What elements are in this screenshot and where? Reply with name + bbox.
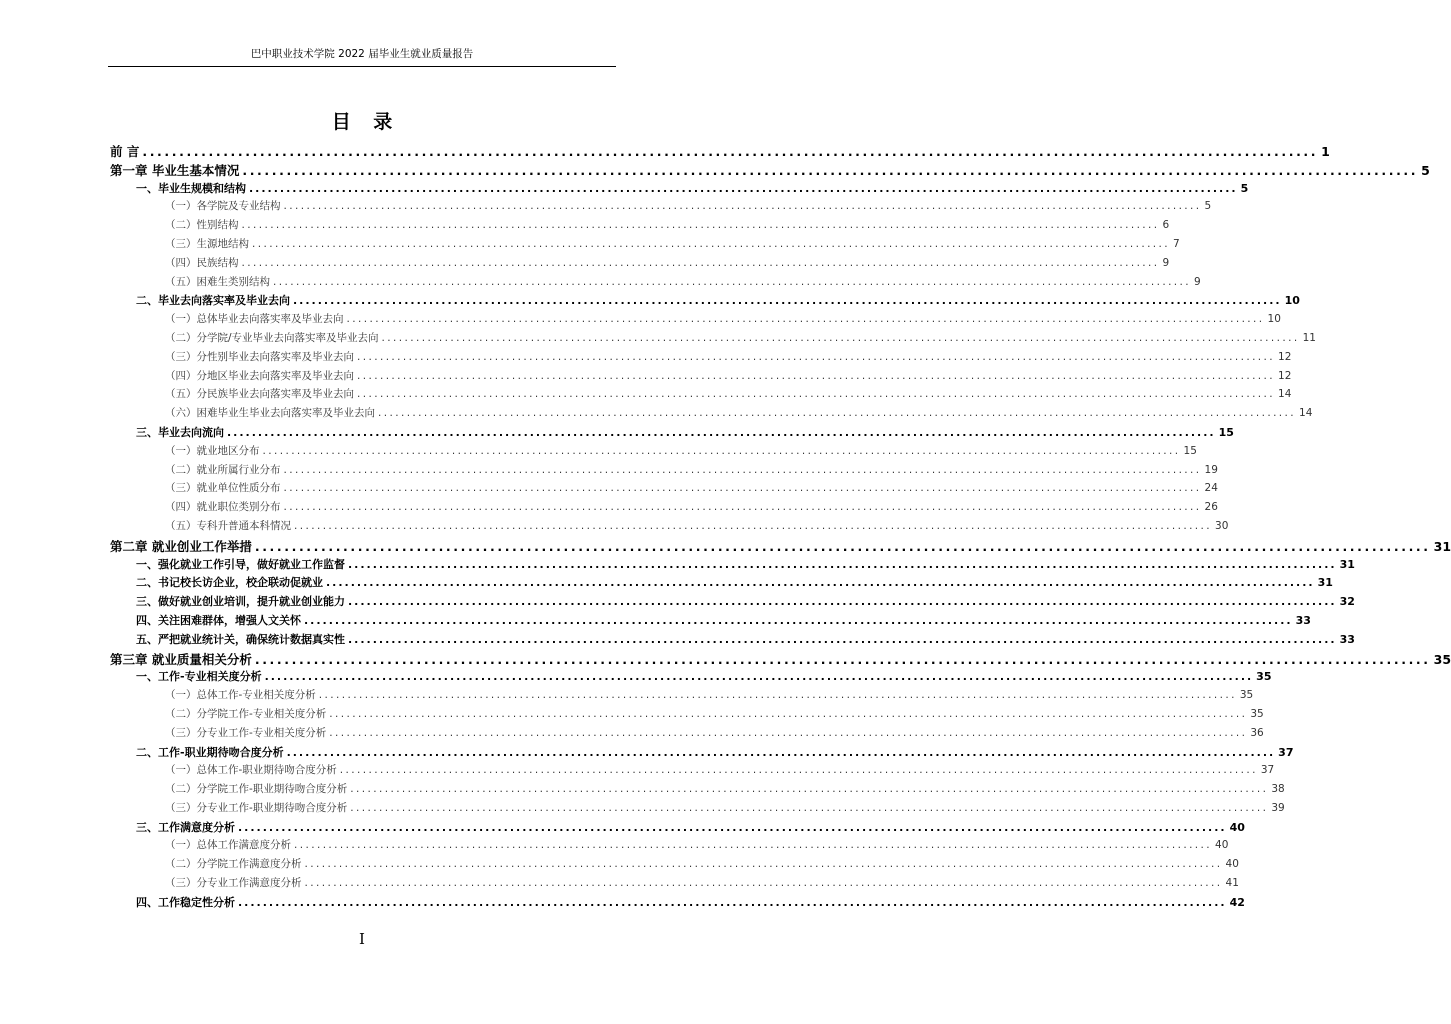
toc-entry-page: 37 — [1278, 745, 1294, 759]
toc-entry-page: 11 — [1302, 331, 1316, 344]
toc-subsection-entry[interactable] — [110, 499, 1218, 518]
toc-leader-dots: ................................................................................................................................................................ — [283, 501, 1202, 514]
toc-entry-page: 12 — [1278, 369, 1292, 382]
toc-leader-dots: ................................................................................................................................................................ — [264, 670, 1254, 684]
toc-chapter-entry[interactable] — [110, 537, 1451, 556]
toc-entry-label: （四）分地区毕业去向落实率及毕业去向 — [165, 369, 354, 382]
header-rule — [108, 66, 616, 67]
toc-leader-dots: ................................................................................................................................................................ — [318, 689, 1237, 702]
toc-entry-page: 7 — [1173, 237, 1180, 250]
toc-subsection-entry[interactable] — [110, 255, 1170, 274]
toc-entry-page: 32 — [1339, 595, 1355, 609]
toc-entry-page: 41 — [1225, 877, 1239, 890]
toc-entry-label: （一）就业地区分布 — [165, 444, 260, 457]
toc-entry-label: （一）总体工作满意度分析 — [165, 839, 291, 852]
toc-entry-label: 第三章 就业质量相关分析 — [110, 651, 252, 667]
toc-leader-dots: ................................................................................................................................................................ — [142, 144, 1319, 159]
toc-entry-label: （三）分专业工作-专业相关度分析 — [165, 726, 327, 739]
toc-leader-dots: ................................................................................................................................................................ — [304, 613, 1293, 627]
table-of-contents — [110, 142, 1451, 913]
toc-leader-dots: ................................................................................................................................................................ — [283, 200, 1202, 213]
toc-subsection-entry[interactable] — [110, 311, 1281, 330]
toc-subsection-entry[interactable] — [110, 725, 1264, 744]
toc-entry-label: （三）分专业工作-职业期待吻合度分析 — [165, 801, 348, 814]
toc-entry-page: 26 — [1204, 501, 1218, 514]
toc-entry-page: 9 — [1194, 275, 1201, 288]
toc-entry-page: 40 — [1229, 820, 1245, 834]
toc-entry-page: 37 — [1260, 764, 1275, 777]
toc-leader-dots: ................................................................................................................................................................ — [254, 651, 1431, 667]
toc-leader-dots: ................................................................................................................................................................ — [294, 519, 1213, 532]
toc-subsection-entry[interactable] — [110, 875, 1239, 894]
toc-leader-dots: ................................................................................................................................................................ — [326, 576, 1315, 590]
toc-entry-page: 5 — [1421, 162, 1430, 178]
toc-entry-label: 二、毕业去向落实率及毕业去向 — [136, 294, 290, 308]
toc-subsection-entry[interactable] — [110, 349, 1292, 368]
toc-leader-dots: ................................................................................................................................................................ — [350, 801, 1269, 814]
toc-leader-dots: ................................................................................................................................................................ — [329, 726, 1248, 739]
toc-entry-page: 9 — [1162, 256, 1170, 269]
toc-entry-page: 33 — [1339, 632, 1355, 646]
toc-entry-page: 14 — [1299, 407, 1313, 420]
toc-chapter-entry[interactable] — [110, 142, 1330, 161]
toc-entry-label: （一）总体工作-专业相关度分析 — [165, 689, 316, 702]
toc-leader-dots: ................................................................................................................................................................ — [241, 219, 1160, 232]
toc-entry-page: 35 — [1433, 651, 1451, 667]
toc-entry-page: 35 — [1239, 689, 1254, 702]
toc-leader-dots: ................................................................................................................................................................ — [241, 256, 1160, 269]
toc-leader-dots: ................................................................................................................................................................ — [294, 839, 1213, 852]
toc-entry-page: 24 — [1204, 482, 1218, 495]
toc-entry-label: （三）分专业工作满意度分析 — [165, 877, 302, 890]
toc-entry-label: 二、书记校长访企业，校企联动促就业 — [136, 576, 323, 590]
toc-leader-dots: ................................................................................................................................................................ — [238, 820, 1227, 834]
toc-leader-dots: ................................................................................................................................................................ — [346, 313, 1265, 326]
toc-leader-dots: ................................................................................................................................................................ — [378, 407, 1297, 420]
toc-entry-label: 三、工作满意度分析 — [136, 820, 235, 834]
toc-subsection-entry[interactable] — [110, 405, 1313, 424]
toc-entry-page: 30 — [1215, 519, 1229, 532]
toc-subsection-entry[interactable] — [110, 480, 1218, 499]
toc-entry-label: 第二章 就业创业工作举措 — [110, 538, 252, 554]
toc-entry-label: （四）民族结构 — [165, 256, 239, 269]
toc-subsection-entry[interactable] — [110, 217, 1170, 236]
toc-entry-page: 6 — [1162, 219, 1170, 232]
toc-entry-label: 前 言 — [110, 144, 140, 159]
toc-subsection-entry[interactable] — [110, 368, 1292, 387]
toc-entry-label: （五）专科升普通本科情况 — [165, 519, 291, 532]
toc-entry-page: 19 — [1204, 463, 1218, 476]
toc-entry-label: （一）各学院及专业结构 — [165, 200, 281, 213]
toc-leader-dots: ................................................................................................................................................................ — [283, 482, 1202, 495]
toc-leader-dots: ................................................................................................................................................................ — [227, 425, 1216, 439]
toc-entry-label: （一）总体工作-职业期待吻合度分析 — [165, 764, 337, 777]
toc-subsection-entry[interactable] — [110, 274, 1201, 293]
toc-entry-label: （三）分性别毕业去向落实率及毕业去向 — [165, 350, 354, 363]
toc-leader-dots: ................................................................................................................................................................ — [348, 595, 1337, 609]
toc-leader-dots: ................................................................................................................................................................ — [252, 237, 1171, 250]
toc-leader-dots: ................................................................................................................................................................ — [339, 764, 1258, 777]
toc-entry-page: 31 — [1433, 538, 1451, 554]
toc-entry-page: 38 — [1271, 783, 1285, 796]
toc-leader-dots: ................................................................................................................................................................ — [357, 369, 1276, 382]
toc-subsection-entry[interactable] — [110, 198, 1212, 217]
page-number: I — [359, 930, 365, 948]
toc-subsection-entry[interactable] — [110, 687, 1254, 706]
toc-leader-dots: ................................................................................................................................................................ — [381, 331, 1300, 344]
toc-entry-page: 33 — [1295, 613, 1311, 627]
toc-entry-page: 35 — [1256, 670, 1272, 684]
toc-section-entry[interactable] — [110, 819, 1245, 838]
toc-subsection-entry[interactable] — [110, 781, 1285, 800]
toc-section-entry[interactable] — [110, 668, 1272, 687]
toc-leader-dots: ................................................................................................................................................................ — [249, 181, 1238, 195]
toc-entry-page: 12 — [1278, 350, 1292, 363]
page-title: 目 录 — [331, 111, 401, 133]
toc-leader-dots: ................................................................................................................................................................ — [304, 858, 1223, 871]
toc-chapter-entry[interactable] — [110, 161, 1430, 180]
toc-subsection-entry[interactable] — [110, 443, 1197, 462]
toc-entry-label: （三）就业单位性质分布 — [165, 482, 281, 495]
toc-entry-label: 四、工作稳定性分析 — [136, 895, 235, 909]
toc-entry-label: （二）性别结构 — [165, 219, 239, 232]
toc-entry-label: （一）总体毕业去向落实率及毕业去向 — [165, 313, 344, 326]
toc-leader-dots: ................................................................................................................................................................ — [293, 294, 1282, 308]
toc-subsection-entry[interactable] — [110, 518, 1229, 537]
toc-entry-page: 40 — [1225, 858, 1239, 871]
toc-entry-label: （六）困难毕业生毕业去向落实率及毕业去向 — [165, 407, 375, 420]
toc-leader-dots: ................................................................................................................................................................ — [286, 745, 1276, 759]
toc-subsection-entry[interactable] — [110, 386, 1292, 405]
toc-subsection-entry[interactable] — [110, 762, 1275, 781]
toc-entry-page: 42 — [1229, 895, 1245, 909]
toc-section-entry[interactable] — [110, 612, 1311, 631]
toc-entry-label: 第一章 毕业生基本情况 — [110, 162, 240, 178]
toc-leader-dots: ................................................................................................................................................................ — [357, 388, 1276, 401]
toc-leader-dots: ................................................................................................................................................................ — [273, 275, 1192, 288]
toc-leader-dots: ................................................................................................................................................................ — [242, 162, 1419, 178]
toc-subsection-entry[interactable] — [110, 800, 1285, 819]
toc-leader-dots: ................................................................................................................................................................ — [357, 350, 1276, 363]
toc-entry-label: 一、毕业生规模和结构 — [136, 181, 246, 195]
toc-section-entry[interactable] — [110, 424, 1234, 443]
toc-subsection-entry[interactable] — [110, 330, 1316, 349]
toc-entry-label: 一、强化就业工作引导，做好就业工作监督 — [136, 557, 345, 571]
toc-entry-label: （五）困难生类别结构 — [165, 275, 270, 288]
toc-section-entry[interactable] — [110, 180, 1249, 199]
toc-entry-label: （五）分民族毕业去向落实率及毕业去向 — [165, 388, 354, 401]
running-header: 巴中职业技术学院 2022 届毕业生就业质量报告 — [250, 48, 474, 60]
toc-entry-label: （四）就业职位类别分布 — [165, 501, 281, 514]
toc-entry-page: 5 — [1204, 200, 1212, 213]
toc-entry-page: 31 — [1339, 557, 1355, 571]
toc-entry-label: （二）分学院/专业毕业去向落实率及毕业去向 — [165, 331, 379, 344]
toc-entry-label: （二）就业所属行业分布 — [165, 463, 281, 476]
toc-entry-label: 三、毕业去向流向 — [136, 425, 224, 439]
toc-entry-label: （三）生源地结构 — [165, 237, 249, 250]
toc-entry-page: 40 — [1215, 839, 1229, 852]
toc-leader-dots: ................................................................................................................................................................ — [304, 877, 1223, 890]
toc-subsection-entry[interactable] — [110, 706, 1264, 725]
toc-subsection-entry[interactable] — [110, 236, 1180, 255]
toc-entry-label: （二）分学院工作-职业期待吻合度分析 — [165, 783, 348, 796]
toc-leader-dots: ................................................................................................................................................................ — [348, 557, 1337, 571]
toc-entry-page: 15 — [1218, 425, 1234, 439]
toc-entry-label: 二、工作-职业期待吻合度分析 — [136, 745, 284, 759]
toc-leader-dots: ................................................................................................................................................................ — [283, 463, 1202, 476]
toc-section-entry[interactable] — [110, 593, 1355, 612]
toc-entry-label: （二）分学院工作满意度分析 — [165, 858, 302, 871]
toc-section-entry[interactable] — [110, 292, 1300, 311]
toc-entry-page: 39 — [1271, 801, 1285, 814]
toc-entry-page: 35 — [1250, 707, 1264, 720]
toc-chapter-entry[interactable] — [110, 650, 1451, 669]
toc-entry-page: 10 — [1267, 313, 1281, 326]
toc-section-entry[interactable] — [110, 894, 1245, 913]
toc-leader-dots: ................................................................................................................................................................ — [238, 895, 1227, 909]
toc-section-entry[interactable] — [110, 574, 1333, 593]
toc-entry-label: 四、关注困难群体，增强人文关怀 — [136, 613, 301, 627]
toc-subsection-entry[interactable] — [110, 856, 1239, 875]
toc-entry-label: 三、做好就业创业培训，提升就业创业能力 — [136, 595, 345, 609]
toc-entry-label: （二）分学院工作-专业相关度分析 — [165, 707, 327, 720]
toc-entry-page: 1 — [1321, 144, 1330, 159]
toc-section-entry[interactable] — [110, 744, 1294, 763]
toc-leader-dots: ................................................................................................................................................................ — [350, 783, 1269, 796]
toc-entry-page: 15 — [1183, 444, 1197, 457]
toc-leader-dots: ................................................................................................................................................................ — [329, 707, 1248, 720]
toc-entry-label: 五、严把就业统计关，确保统计数据真实性 — [136, 632, 345, 646]
toc-entry-label: 一、工作-专业相关度分析 — [136, 670, 262, 684]
toc-leader-dots: ................................................................................................................................................................ — [262, 444, 1181, 457]
toc-entry-page: 31 — [1317, 576, 1333, 590]
toc-entry-page: 5 — [1240, 181, 1249, 195]
toc-entry-page: 14 — [1278, 388, 1292, 401]
toc-leader-dots: ................................................................................................................................................................ — [254, 538, 1431, 554]
toc-subsection-entry[interactable] — [110, 837, 1229, 856]
toc-entry-page: 10 — [1284, 294, 1300, 308]
toc-subsection-entry[interactable] — [110, 462, 1218, 481]
toc-section-entry[interactable] — [110, 631, 1355, 650]
toc-leader-dots: ................................................................................................................................................................ — [348, 632, 1337, 646]
toc-entry-page: 36 — [1250, 726, 1264, 739]
toc-section-entry[interactable] — [110, 556, 1355, 575]
